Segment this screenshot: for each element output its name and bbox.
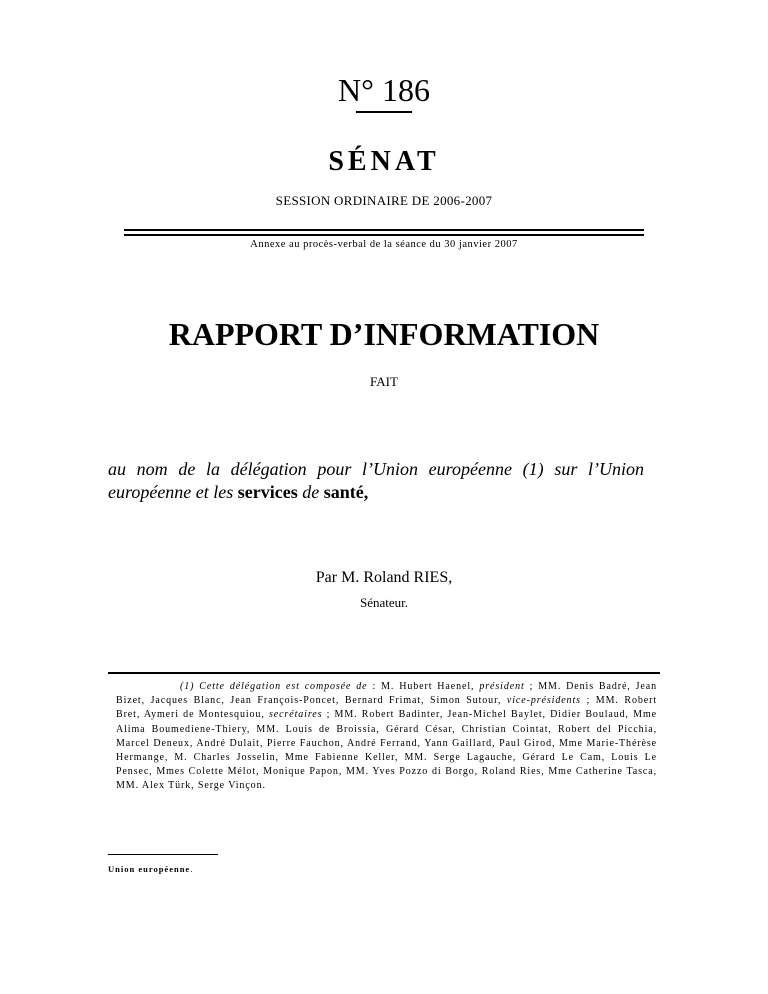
session-label: SESSION ORDINAIRE DE 2006-2007 [275,193,493,208]
chamber-title: SÉNAT [328,146,440,177]
composition-lead: (1) Cette délégation est composée de [180,681,368,692]
subject-services: services [237,482,298,502]
number-underline [356,111,412,113]
report-subject [108,458,644,504]
composition-text-2: ; MM. Denis Badré, Jean Bizet, Jacques Blanc, Jean François-Poncet, Bernard Frimat, Simon Sutour, [116,681,657,707]
footnote-text: Union européenne [108,864,191,874]
subject-text: au nom de la délégation pour l’Union européenne (1) sur l’Union européenne et les [108,459,644,502]
double-divider [124,229,644,236]
role-president: président [479,681,525,692]
delegation-composition [116,680,657,794]
composition-text-3: ; MM. Robert Bret, Aymeri de Montesquiou, [116,695,657,721]
report-number: N° 186 [338,72,430,108]
annex-line: Annexe au procès-verbal de la séance du 30 janvier 2007 [250,239,518,250]
subject-sante: santé, [323,482,369,502]
role-vice-presidents: vice-présidents [506,695,581,707]
subject-de: de [297,482,324,502]
made-label: FAIT [370,374,398,389]
footnote-divider [108,854,218,855]
author-line: Par M. Roland RIES, [315,569,453,586]
author-role: Sénateur. [359,595,408,610]
composition-divider [108,672,660,674]
composition-text-4: ; MM. Robert Badinter, Jean-Michel Baylet, Didier Boulaud, Mme Alima Boumediene-Thiery, MM. Louis de Broissia, Gérard César, Christian Cointat, Robert del Picchia, Marcel Deneux, André Dulait, Pierre Fauchon, André Ferrand, Yann Gaillard, Paul Girod, Mme Marie-Thérèse Hermange, M. Charles Josselin, Mme Fabienne Keller, MM. Serge Lagauche, Gérard Le Cam, Louis Le Pensec, Mmes Colette Mélot, Monique Papon, MM. Yves Pozzo di Borgo, Roland Ries, Mme Catherine Tasca, MM. Alex Türk, Serge Vinçon. [116,709,657,792]
footnote [108,862,193,876]
footnote-period: . [190,864,194,874]
composition-text-1: : M. Hubert Haenel, [367,681,480,692]
role-secretaires: secrétaires [268,709,323,721]
report-title: RAPPORT D’INFORMATION [168,316,600,352]
